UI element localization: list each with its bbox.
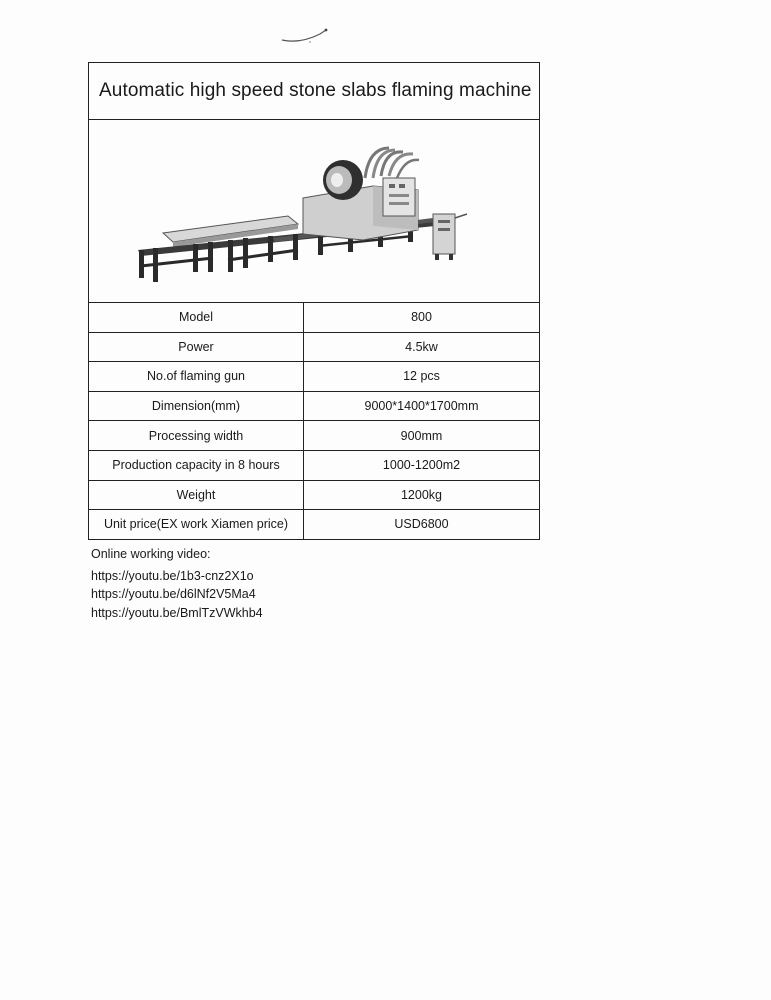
spec-label: Model [89, 303, 304, 332]
spec-value: 900mm [304, 421, 540, 451]
spec-table [89, 303, 539, 539]
spec-label: Processing width [89, 421, 304, 451]
spec-value: USD6800 [394, 517, 449, 532]
spec-label: Weight [89, 480, 304, 510]
table-row [89, 303, 539, 332]
table-row [89, 332, 539, 362]
document-title: Automatic high speed stone slabs flaming machine [89, 63, 539, 120]
spec-value: 4.5kw [304, 332, 540, 362]
spec-label: Production capacity in 8 hours [89, 450, 304, 480]
video-heading: Online working video: [91, 547, 211, 561]
spec-label: Dimension(mm) [89, 391, 304, 421]
spec-label: Power [89, 332, 304, 362]
video-link[interactable]: https://youtu.be/BmlTzVWkhb4 [91, 605, 263, 620]
table-row [89, 362, 539, 392]
video-link[interactable]: https://youtu.be/1b3-cnz2X1o [91, 568, 254, 583]
machine-photo-cell [89, 120, 539, 303]
video-link[interactable]: https://youtu.be/d6lNf2V5Ma4 [91, 587, 256, 601]
video-links-section [91, 545, 263, 622]
flaming-machine-photo [133, 138, 478, 288]
spec-label: No.of flaming gun [89, 362, 304, 392]
spec-value: 1000-1200m2 [304, 450, 540, 480]
spec-value: 12 pcs [304, 362, 540, 392]
table-row [89, 480, 539, 510]
scan-mark-icon [280, 26, 340, 46]
spec-sheet [88, 62, 540, 540]
spec-value: 1200kg [304, 480, 540, 510]
spec-value: 9000*1400*1700mm [304, 391, 540, 421]
spec-value: 800 [304, 303, 540, 332]
spec-label: Unit price(EX work Xiamen price) [89, 510, 304, 539]
table-row [89, 421, 539, 451]
table-row [89, 510, 539, 539]
table-row [89, 450, 539, 480]
table-row [89, 391, 539, 421]
